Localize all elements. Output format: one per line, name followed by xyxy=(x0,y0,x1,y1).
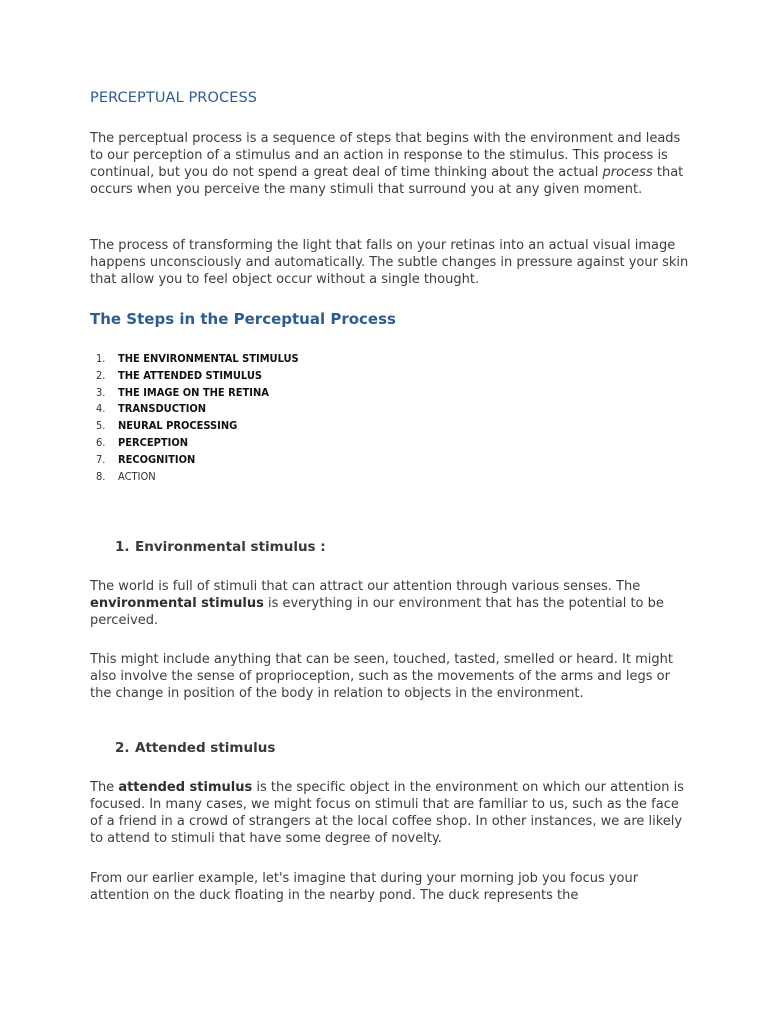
section-1-paragraph-1 xyxy=(90,578,690,629)
step-item xyxy=(90,469,299,486)
step-item xyxy=(90,385,299,402)
section-1-title: Environmental stimulus : xyxy=(135,539,326,555)
steps-heading: The Steps in the Perceptual Process xyxy=(90,310,396,328)
steps-list xyxy=(90,351,299,485)
section-2-number: 2. xyxy=(115,740,130,756)
step-item xyxy=(90,401,299,418)
step-label: THE ATTENDED STIMULUS xyxy=(118,368,263,382)
s1-p1-text-b: is everything in our environment that has the potential to be perceived. xyxy=(90,596,664,628)
step-item xyxy=(90,418,299,435)
section-1-number: 1. xyxy=(115,539,130,555)
s2-p1-bold-term: attended stimulus xyxy=(118,780,253,795)
document-title: PERCEPTUAL PROCESS xyxy=(90,90,258,106)
step-label: RECOGNITION xyxy=(118,452,196,466)
step-item xyxy=(90,351,299,368)
intro-p1-text-a: The perceptual process is a sequence of steps that begins with the environment and leads to our perception of a stimulus and an action in response to the stimulus. This process is continual, but you do not spend a great deal of time thinking about the actual xyxy=(90,131,681,180)
section-1-heading xyxy=(115,539,326,555)
step-item xyxy=(90,452,299,469)
step-number: 2. xyxy=(96,368,106,382)
step-label: THE ENVIRONMENTAL STIMULUS xyxy=(118,352,299,365)
step-item xyxy=(90,368,299,385)
s1-p1-text-a: The world is full of stimuli that can attract our attention through various senses. The xyxy=(90,579,641,594)
section-1-paragraph-2: This might include anything that can be seen, touched, tasted, smelled or heard. It might also involve the sense of proprioception, such as the movements of the arms and legs or the change in position of the body in relation to objects in the environment. xyxy=(90,652,673,701)
step-number: 5. xyxy=(96,419,106,433)
step-label: ACTION xyxy=(118,469,156,483)
s2-p1-text-b: is the specific object in the environment on which our attention is focused. In many cases, we might focus on stimuli that are familiar to us, such as the face of a friend in a crowd of strangers at the local coffee shop. In other instances, we are likely to attend to stimuli that have some degree of novelty. xyxy=(90,780,684,846)
section-2-heading xyxy=(115,740,275,756)
intro-p1-text-b: that occurs when you perceive the many stimuli that surround you at any given moment. xyxy=(90,165,684,197)
step-label: TRANSDUCTION xyxy=(118,402,207,416)
step-label: NEURAL PROCESSING xyxy=(118,419,238,433)
step-number: 8. xyxy=(96,469,106,483)
step-number: 3. xyxy=(96,385,106,399)
section-2-paragraph-2: From our earlier example, let's imagine that during your morning job you focus your attention on the duck floating in the nearby pond. The duck represents the xyxy=(90,871,639,903)
step-label: PERCEPTION xyxy=(118,435,189,449)
step-label: THE IMAGE ON THE RETINA xyxy=(118,385,269,399)
step-number: 6. xyxy=(96,435,106,449)
section-2-title: Attended stimulus xyxy=(135,740,276,756)
intro-paragraph-2: The process of transforming the light that falls on your retinas into an actual visual image happens unconsciously and automatically. The subtle changes in pressure against your skin that allow you to feel object occur without a single thought. xyxy=(90,238,689,287)
step-item xyxy=(90,435,299,452)
intro-p1-emphasis: process xyxy=(602,165,653,180)
step-number: 4. xyxy=(96,402,106,416)
intro-paragraph-1 xyxy=(90,130,690,198)
s2-p1-text-a: The xyxy=(90,780,119,795)
s1-p1-bold-term: environmental stimulus xyxy=(90,596,264,611)
section-2-paragraph-1 xyxy=(90,779,690,847)
step-number: 7. xyxy=(96,452,106,466)
step-number: 1. xyxy=(96,352,106,365)
